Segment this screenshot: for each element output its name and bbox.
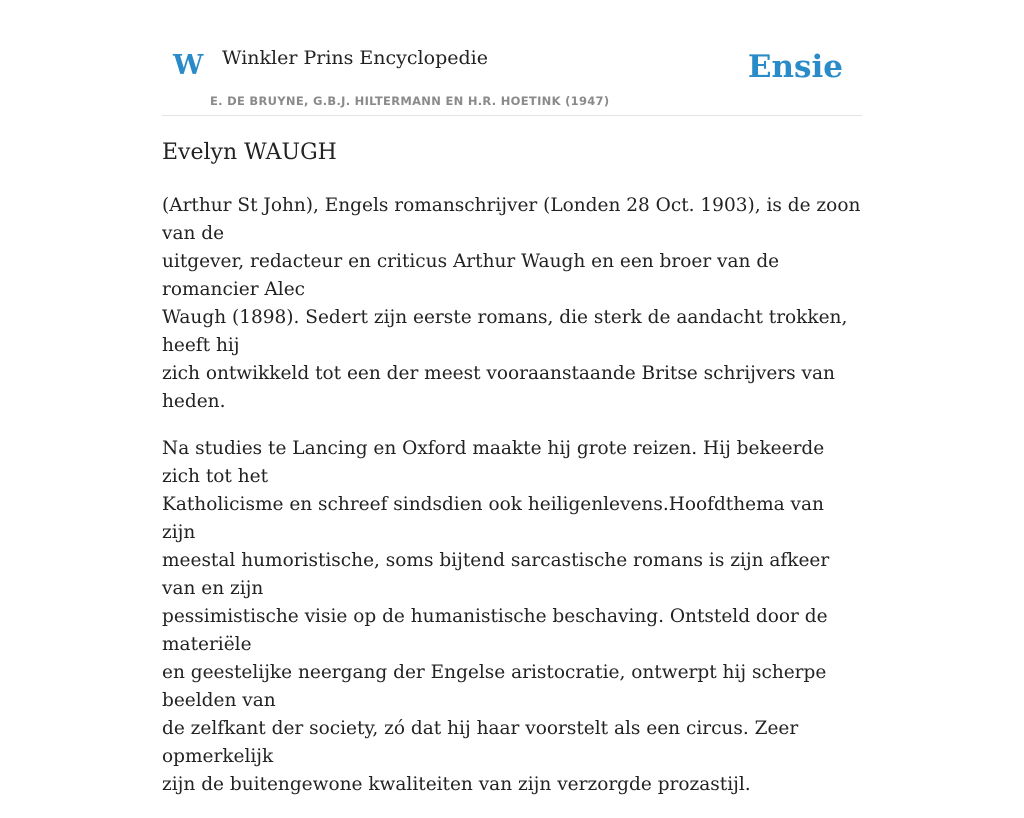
brand-logo[interactable]: Ensie <box>747 49 843 85</box>
article-title: Evelyn WAUGH <box>162 140 337 165</box>
publication-title[interactable]: Winkler Prins Encyclopedie <box>222 47 488 69</box>
site-header <box>162 36 862 116</box>
article-paragraph: (Arthur St John), Engels romanschrijver (Londen 28 Oct. 1903), is de zoon van de uitgever, redacteur en criticus Arthur Waugh en een broer van de romancier Alec Waugh (1898). Sedert zijn eerste romans, die sterk de aandacht trokken, heeft hij zich ontwikkeld tot een der meest vooraanstaande Britse schrijvers van heden. <box>162 195 861 412</box>
publication-logo[interactable]: W <box>173 50 204 81</box>
article-body <box>162 192 862 818</box>
publication-authors: E. DE BRUYNE, G.B.J. HILTERMANN EN H.R. HOETINK (1947) <box>210 94 610 108</box>
article-paragraph: Na studies te Lancing en Oxford maakte hij grote reizen. Hij bekeerde zich tot het Katholicisme en schreef sindsdien ook heiligenlevens.Hoofdthema van zijn meestal humoristische, soms bijtend sarcastische romans is zijn afkeer van en zijn pessimistische visie op de humanistische beschaving. Ontsteld door de materiële en geestelijke neergang der Engelse aristocratie, ontwerpt hij scherpe beelden van de zelfkant der society, zó dat hij haar voorstelt als een circus. Zeer opmerkelijk zijn de buitengewone kwaliteiten van zijn verzorgde prozastijl. <box>162 438 830 795</box>
